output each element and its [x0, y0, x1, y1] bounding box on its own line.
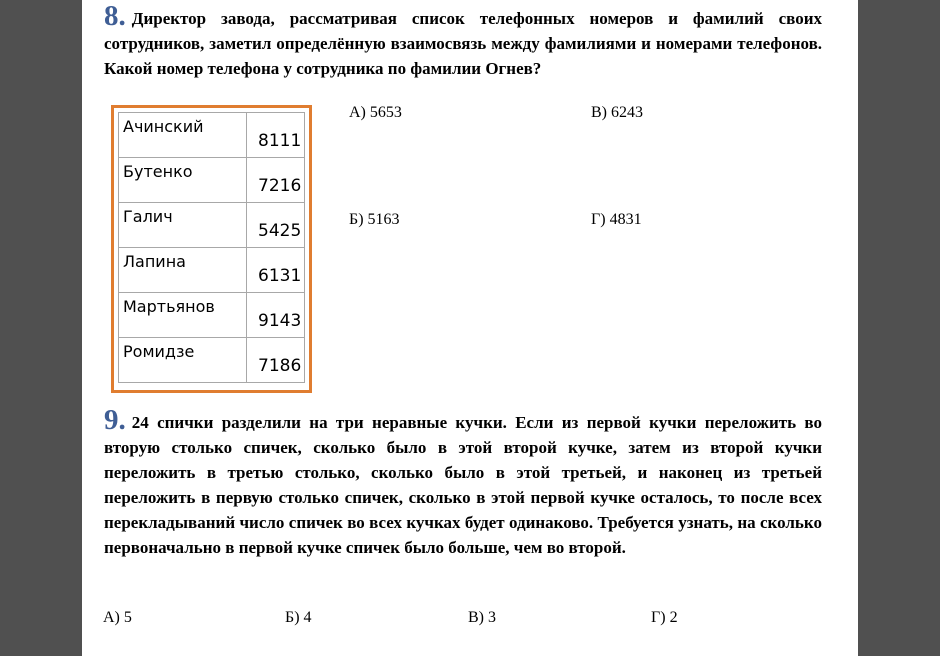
phone-table-frame	[111, 105, 312, 393]
q9-option-b: Б) 4	[285, 609, 312, 626]
employee-phone: 8111	[247, 113, 305, 158]
q8-option-a: А) 5653	[349, 104, 402, 121]
employee-name: Галич	[119, 203, 247, 248]
q9-option-a: А) 5	[103, 609, 132, 626]
employee-phone: 6131	[247, 248, 305, 293]
question-9	[104, 404, 822, 560]
q8-option-v: В) 6243	[591, 104, 643, 121]
employee-phone: 7186	[247, 338, 305, 383]
table-row	[119, 203, 305, 248]
question-8-text: Директор завода, рассматривая список телефонных номеров и фамилий своих сотрудников, заметил определённую взаимосвязь между фамилиями и номерами телефонов. Какой номер телефона у сотрудника по фамилии Огнев?	[104, 9, 822, 78]
table-row	[119, 293, 305, 338]
question-8-number: 8.	[104, 0, 126, 32]
employee-phone: 7216	[247, 158, 305, 203]
table-row	[119, 338, 305, 383]
table-row	[119, 113, 305, 158]
employee-name: Мартьянов	[119, 293, 247, 338]
q8-option-g: Г) 4831	[591, 211, 642, 228]
question-9-text: 24 спички разделили на три неравные кучки. Если из первой кучки переложить во вторую столько спичек, сколько было в этой второй кучке, затем из второй кучки переложить в третью столько, сколько было в этой третьей, и наконец из третьей переложить в первую столько спичек, сколько в этой первой кучке осталось, то после всех перекладываний число спичек во всех кучках будет одинаково. Требуется узнать, на сколько первоначально в первой кучке спичек было больше, чем во второй.	[104, 413, 822, 557]
table-row	[119, 248, 305, 293]
question-8	[104, 0, 822, 81]
employee-phone: 9143	[247, 293, 305, 338]
employee-name: Бутенко	[119, 158, 247, 203]
table-row	[119, 158, 305, 203]
q9-option-v: В) 3	[468, 609, 496, 626]
q8-option-b: Б) 5163	[349, 211, 400, 228]
document-page	[82, 0, 858, 656]
question-9-number: 9.	[104, 404, 126, 436]
phone-table	[118, 112, 305, 383]
employee-name: Лапина	[119, 248, 247, 293]
employee-name: Ачинский	[119, 113, 247, 158]
employee-phone: 5425	[247, 203, 305, 248]
employee-name: Ромидзе	[119, 338, 247, 383]
q9-option-g: Г) 2	[651, 609, 678, 626]
